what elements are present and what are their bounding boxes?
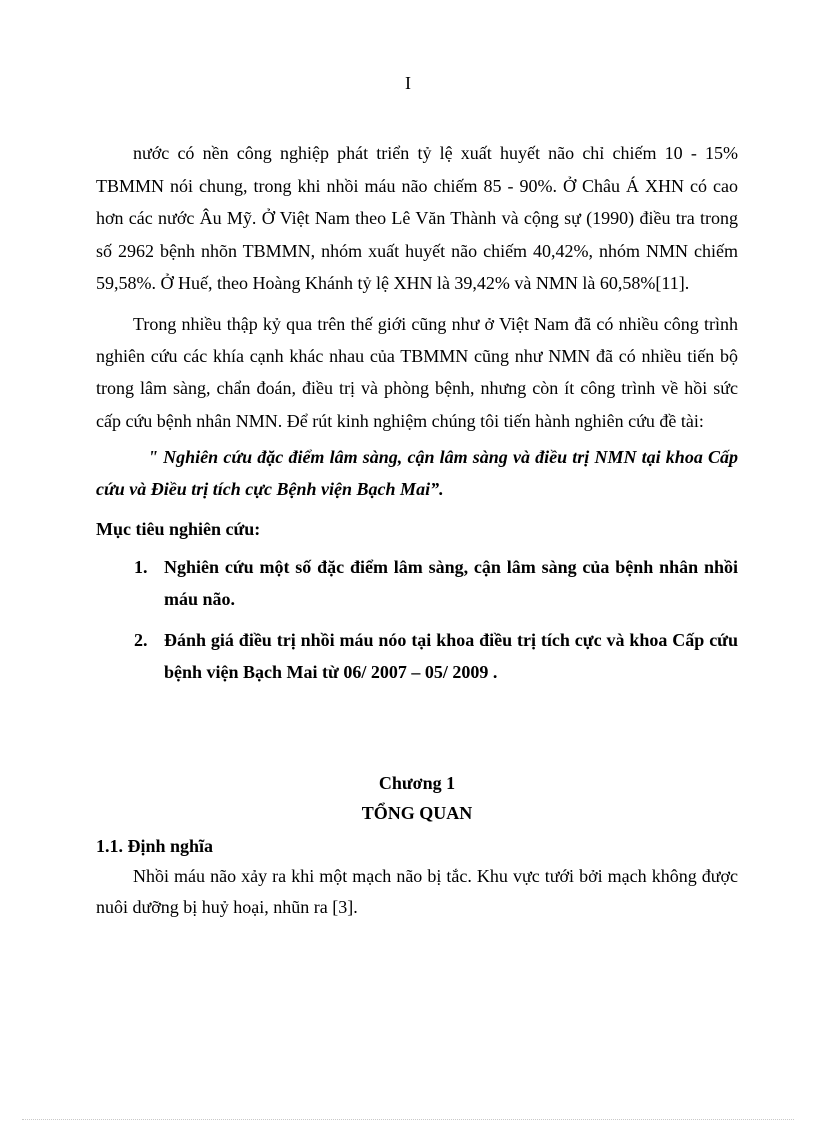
document-body [96,137,738,923]
section-heading: 1.1. Định nghĩa [96,835,214,856]
objective-item [96,551,738,615]
objective-text: Nghiên cứu một số đặc điểm lâm sàng, cận lâm sàng của bệnh nhân nhồi máu não. [164,556,738,609]
objective-item [96,624,738,688]
page-bottom-divider [22,1119,794,1120]
definition-paragraph: Nhồi máu não xảy ra khi một mạch não bị tắc. Khu vực tưới bởi mạch không được nuôi dưỡng bị huỷ hoại, nhũn ra [3]. [96,865,738,917]
objective-number: 1. [134,556,148,577]
chapter-title: TỔNG QUAN [361,802,473,823]
study-title: " Nghiên cứu đặc điểm lâm sàng, cận lâm sàng và điều trị NMN tại khoa Cấp cứu và Điều trị tích cực Bệnh viện Bạch Mai”. [96,446,738,499]
objectives-heading: Mục tiêu nghiên cứu: [96,518,261,539]
objective-text: Đánh giá điều trị nhồi máu nóo tại khoa điều trị tích cực và khoa Cấp cứu bệnh viện Bạch Mai từ 06/ 2007 – 05/ 2009 . [164,629,738,682]
chapter-label: Chương 1 [378,772,456,793]
page-number: I [405,73,411,93]
research-context-paragraph: Trong nhiều thập kỷ qua trên thế giới cũng như ở Việt Nam đã có nhiều công trình nghiên cứu các khía cạnh khác nhau của TBMMN cũng như NMN đã có nhiều tiến bộ trong lâm sàng, chẩn đoán, điều trị và phòng bệnh, nhưng còn ít công trình về hồi sức cấp cứu bệnh nhân NMN. Để rút kinh nghiệm chúng tôi tiến hành nghiên cứu đề tài: [96,313,738,431]
objective-number: 2. [134,629,148,650]
intro-paragraph: nước có nền công nghiệp phát triển tỷ lệ xuất huyết não chỉ chiếm 10 - 15% TBMMN nói chung, trong khi nhồi máu não chiếm 85 - 90%. Ở Châu Á XHN có cao hơn các nước Âu Mỹ. Ở Việt Nam theo Lê Văn Thành và cộng sự (1990) điều tra trong số 2962 bệnh nhõn TBMMN, nhóm xuất huyết não chiếm 40,42%, nhóm NMN chiếm 59,58%. Ở Huế, theo Hoàng Khánh tỷ lệ XHN là 39,42% và NMN là 60,58%[11]. [96,143,738,294]
